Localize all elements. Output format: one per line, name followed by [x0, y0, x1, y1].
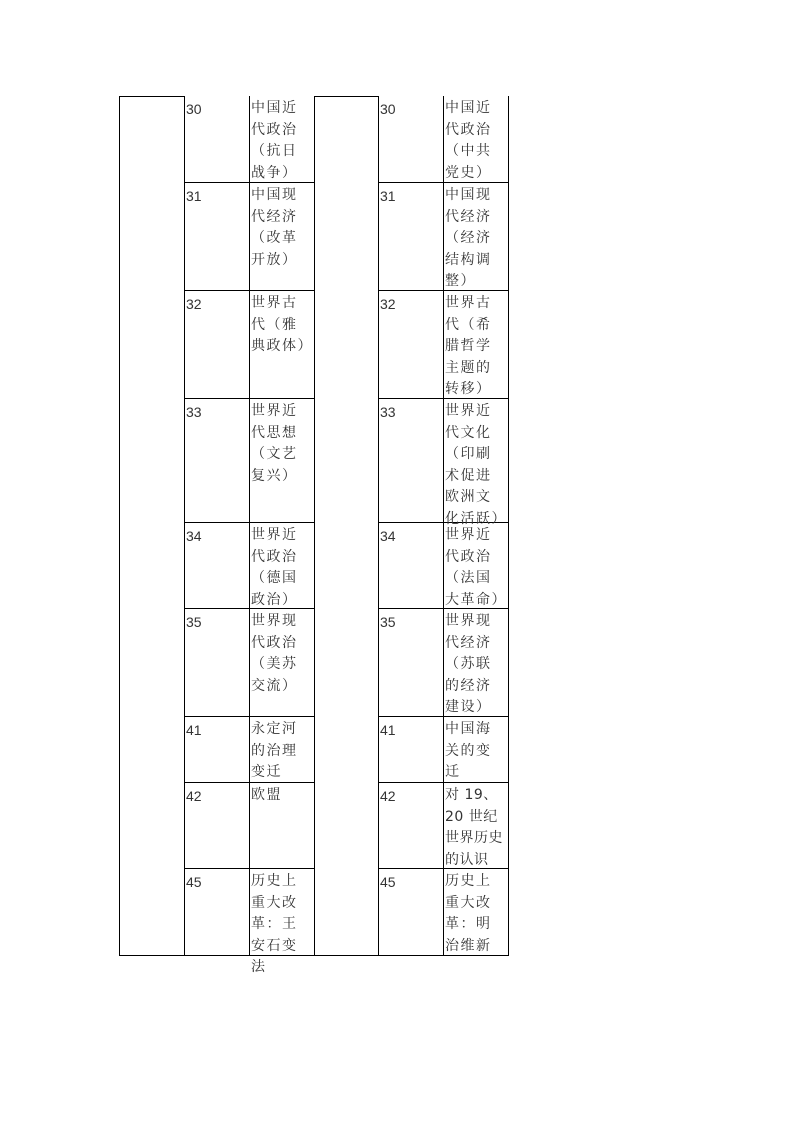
left-question-number: 33 — [186, 404, 202, 420]
column-divider — [184, 96, 185, 956]
left-question-number: 31 — [186, 188, 202, 204]
right-topic: 世界近代政治（法国大革命） — [445, 527, 507, 608]
right-question-number: 41 — [380, 722, 396, 738]
right-topic: 中国近代政治（中共党史） — [445, 100, 492, 181]
row-divider — [184, 290, 315, 291]
row-border-top — [314, 96, 379, 97]
table-border-right — [508, 96, 509, 956]
left-topic: 历史上重大改革：王安石变法 — [251, 873, 298, 975]
left-question-number: 42 — [186, 788, 202, 804]
left-question-number: 32 — [186, 296, 202, 312]
left-topic: 中国近代政治（抗日战争） — [251, 100, 298, 181]
column-divider — [249, 96, 250, 956]
left-topic: 世界古代（雅典政体） — [251, 295, 313, 354]
row-divider — [184, 398, 315, 399]
left-topic: 世界近代政治（德国政治） — [251, 527, 298, 608]
right-topic: 世界现代经济（苏联的经济建设） — [445, 613, 492, 715]
left-question-number: 34 — [186, 528, 202, 544]
left-question-number: 30 — [186, 101, 202, 117]
right-topic: 中国海关的变迁 — [445, 721, 492, 780]
row-divider — [184, 522, 315, 523]
right-topic: 世界古代（希腊哲学主题的转移） — [445, 295, 492, 397]
column-divider — [443, 96, 444, 956]
left-topic: 世界近代思想（文艺复兴） — [251, 403, 298, 484]
right-question-number: 31 — [380, 188, 396, 204]
row-border-top — [119, 96, 185, 97]
left-topic: 中国现代经济（改革开放） — [251, 187, 298, 268]
comparison-table — [119, 96, 509, 975]
column-divider — [378, 96, 379, 956]
row-divider — [184, 716, 315, 717]
right-topic: 中国现代经济（经济结构调整） — [445, 187, 492, 289]
column-divider — [314, 96, 315, 956]
left-question-number: 41 — [186, 722, 202, 738]
right-question-number: 30 — [380, 101, 396, 117]
right-question-number: 34 — [380, 528, 396, 544]
left-question-number: 45 — [186, 874, 202, 890]
left-question-number: 35 — [186, 614, 202, 630]
right-topic: 世界近代文化（印刷术促进欧洲文化活跃） — [445, 403, 507, 527]
right-question-number: 42 — [380, 788, 396, 804]
row-divider — [184, 868, 315, 869]
right-topic: 历史上重大改革：明治维新 — [445, 873, 492, 954]
right-question-number: 45 — [380, 874, 396, 890]
right-question-number: 35 — [380, 614, 396, 630]
left-topic: 世界现代政治（美苏交流） — [251, 613, 298, 694]
table-border-left — [119, 96, 120, 956]
right-topic: 对 19、20 世纪世界历史的认识 — [445, 787, 503, 868]
right-question-number: 33 — [380, 404, 396, 420]
left-topic: 欧盟 — [251, 787, 282, 803]
right-question-number: 32 — [380, 296, 396, 312]
left-topic: 永定河的治理变迁 — [251, 721, 298, 780]
